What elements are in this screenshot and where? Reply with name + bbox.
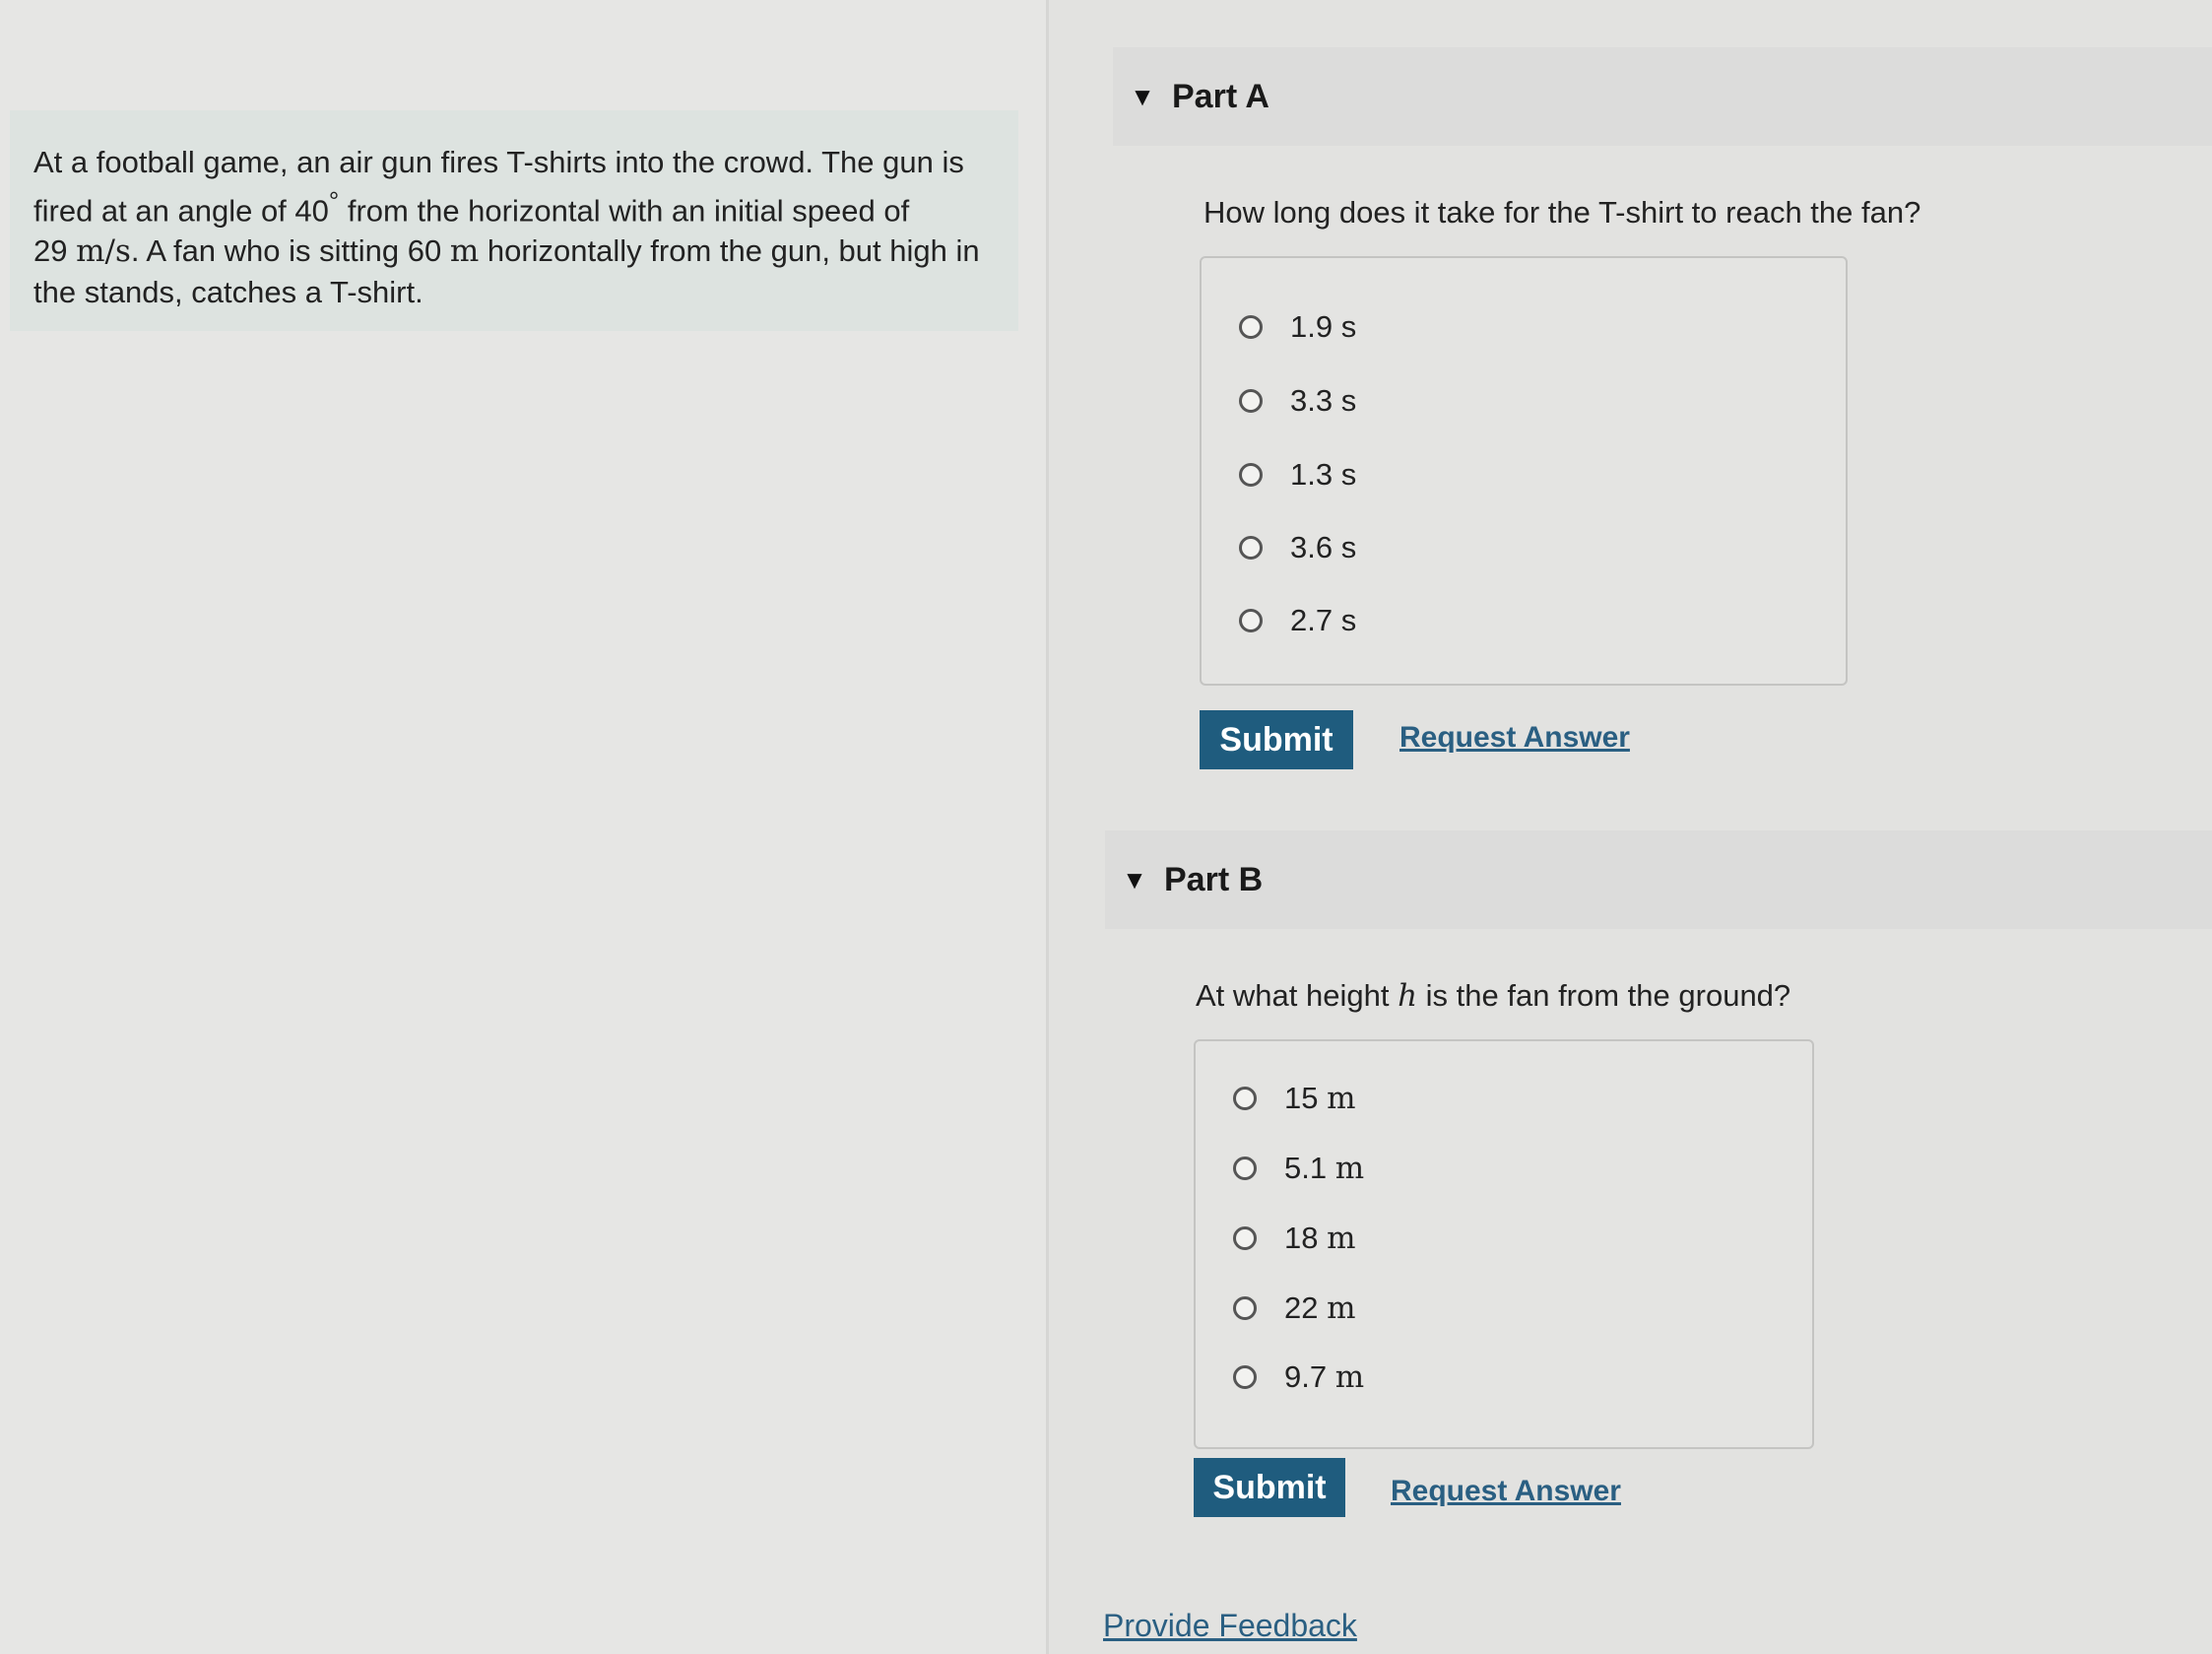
problem-statement <box>10 110 1018 331</box>
provide-feedback-link[interactable]: Provide Feedback <box>1103 1608 1357 1643</box>
problem-text: At a football game, an air gun fires T-shirts into the crowd. The gun is <box>33 145 964 179</box>
problem-line <box>33 231 995 272</box>
option-value: 9.7 <box>1284 1359 1328 1394</box>
option-a-4[interactable] <box>1239 530 1356 565</box>
option-b-4[interactable] <box>1233 1290 1356 1326</box>
part-a-title: Part A <box>1172 77 1269 115</box>
question-text: At what height <box>1196 978 1399 1013</box>
option-unit: m <box>1327 1081 1356 1116</box>
part-a-question: How long does it take for the T-shirt to reach the fan? <box>1204 195 1921 230</box>
unit-text: m/s <box>76 233 131 270</box>
variable-h: h <box>1398 978 1418 1014</box>
option-b-1[interactable] <box>1233 1081 1356 1116</box>
part-b-question <box>1196 978 1790 1014</box>
option-b-5[interactable] <box>1233 1359 1364 1395</box>
option-a-2[interactable] <box>1239 383 1356 419</box>
part-a-submit-button[interactable]: Submit <box>1200 710 1353 769</box>
radio-icon[interactable] <box>1239 536 1263 560</box>
option-a-3[interactable] <box>1239 457 1356 493</box>
option-b-3[interactable] <box>1233 1221 1356 1256</box>
problem-line <box>33 142 995 182</box>
problem-line <box>33 272 995 312</box>
radio-icon[interactable] <box>1239 609 1263 632</box>
option-unit: m <box>1327 1221 1356 1256</box>
problem-text: from the horizontal with an initial speed of <box>339 193 910 229</box>
option-value: 5.1 <box>1284 1151 1328 1185</box>
part-b-options <box>1194 1039 1814 1449</box>
part-a-header[interactable] <box>1113 47 2212 146</box>
option-a-5[interactable] <box>1239 603 1356 638</box>
option-label: 1.9 s <box>1290 309 1357 344</box>
problem-text: . A fan who is sitting 60 <box>130 233 450 269</box>
problem-pane <box>0 0 1046 1654</box>
radio-icon[interactable] <box>1233 1087 1257 1110</box>
radio-icon[interactable] <box>1233 1226 1257 1250</box>
radio-icon[interactable] <box>1239 315 1263 339</box>
part-b-request-answer-link[interactable]: Request Answer <box>1391 1475 1621 1507</box>
radio-icon[interactable] <box>1239 463 1263 487</box>
radio-icon[interactable] <box>1233 1296 1257 1320</box>
degree-symbol: ° <box>328 188 340 216</box>
option-value: 18 <box>1284 1221 1319 1255</box>
option-value: 22 <box>1284 1290 1319 1325</box>
part-b-title: Part B <box>1164 860 1264 898</box>
problem-line <box>33 182 995 231</box>
part-b-header[interactable] <box>1105 830 2212 929</box>
part-a-options <box>1200 256 1848 686</box>
question-text: is the fan from the ground? <box>1417 978 1791 1013</box>
problem-text: horizontally from the gun, but high in <box>479 233 980 269</box>
option-label: 1.3 s <box>1290 457 1357 492</box>
unit-text: m <box>449 233 480 270</box>
problem-text: the stands, catches a T-shirt. <box>33 275 423 310</box>
caret-down-icon[interactable]: ▼ <box>1122 864 1147 894</box>
option-a-1[interactable] <box>1239 309 1356 345</box>
option-label: 3.6 s <box>1290 530 1357 564</box>
part-a-request-answer-link[interactable]: Request Answer <box>1399 721 1630 754</box>
option-unit: m <box>1327 1290 1356 1326</box>
radio-icon[interactable] <box>1239 389 1263 413</box>
option-label: 2.7 s <box>1290 603 1357 637</box>
option-unit: m <box>1334 1359 1365 1395</box>
option-label: 3.3 s <box>1290 383 1357 418</box>
part-b-submit-button[interactable]: Submit <box>1194 1458 1345 1517</box>
problem-text: fired at an angle of 40 <box>33 193 329 229</box>
option-b-2[interactable] <box>1233 1151 1364 1186</box>
option-unit: m <box>1334 1151 1365 1186</box>
radio-icon[interactable] <box>1233 1365 1257 1389</box>
problem-text: 29 <box>33 233 77 269</box>
caret-down-icon[interactable]: ▼ <box>1130 81 1155 111</box>
radio-icon[interactable] <box>1233 1157 1257 1180</box>
option-value: 15 <box>1284 1081 1319 1115</box>
